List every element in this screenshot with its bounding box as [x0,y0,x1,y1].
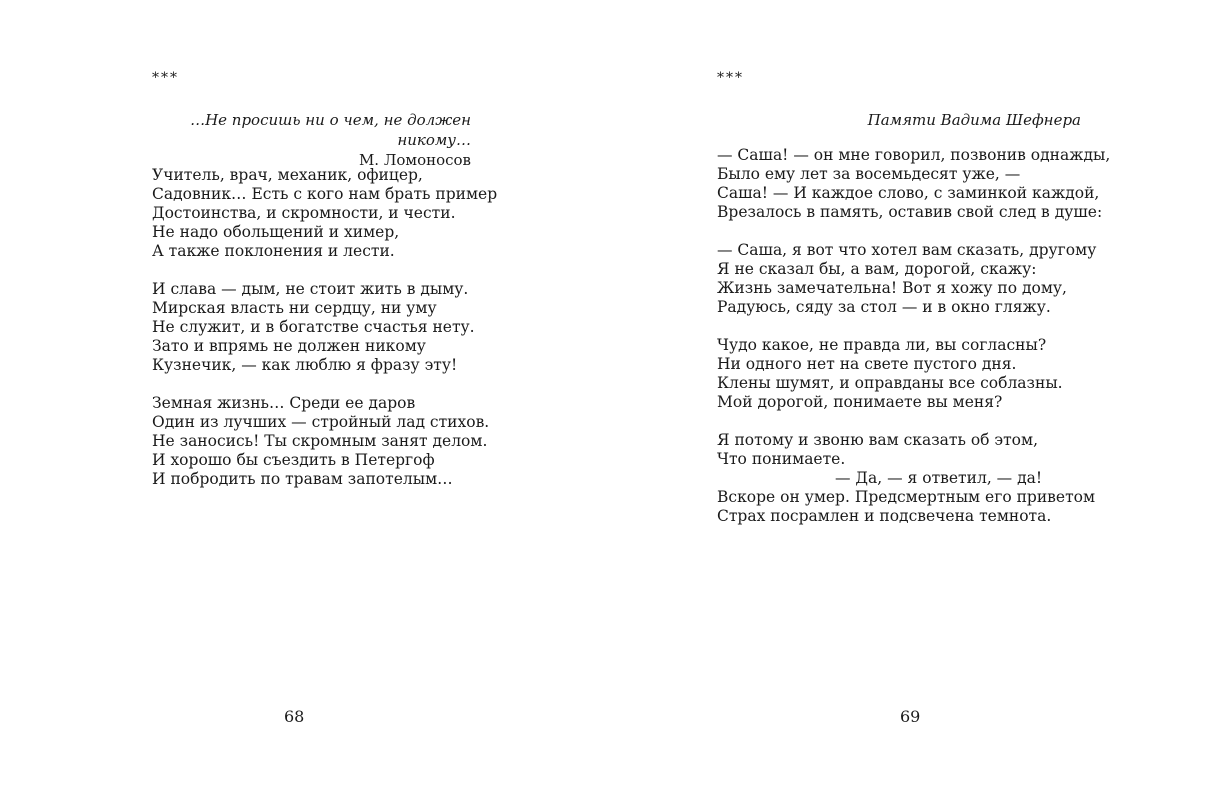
poem-line: Я потому и звоню вам сказать об этом, [717,431,1038,449]
poem-line: Радуюсь, сяду за стол — и в окно гляжу. [717,298,1051,316]
poem-line: Жизнь замечательна! Вот я хожу по дому, [717,279,1067,297]
poem-line: Не заносись! Ты скромным занят делом. [152,432,488,450]
stanza [717,431,1117,526]
stanza [152,166,512,261]
poem-line: Чудо какое, не правда ли, вы согласны? [717,336,1047,354]
epigraph-author: М. Ломоносов [358,151,471,169]
epigraph [140,110,471,170]
poem-line: Вскоре он умер. Предсмертным его приветом [717,488,1096,506]
poem-line: И хорошо бы съездить в Петергоф [152,451,435,469]
poem-line: Ни одного нет на свете пустого дня. [717,355,1017,373]
poem-line: Один из лучших — стройный лад стихов. [152,413,490,431]
poem-line: И слава — дым, не стоит жить в дыму. [152,280,469,298]
dedication: Памяти Вадима Шефнера [867,111,1081,129]
poem-line: Достоинства, и скромности, и чести. [152,204,456,222]
section-separator: *** [717,70,744,86]
stanza [717,336,1117,412]
poem-line: Учитель, врач, механик, офицер, [152,166,423,184]
poem-line: Клены шумят, и оправданы все соблазны. [717,374,1063,392]
poem-line: — Саша, я вот что хотел вам сказать, другому [717,241,1097,259]
epigraph-quote: …Не просишь ни о чем, не должен никому… [190,111,471,149]
stanza [152,394,512,489]
stanza [717,146,1117,222]
poem-line: Не служит, и в богатстве счастья нету. [152,318,475,336]
page-number: 68 [284,707,305,726]
poem-line: — Саша! — он мне говорил, позвонив однажды, [717,146,1111,164]
poem-line: Страх посрамлен и подсвечена темнота. [717,507,1052,525]
poem-line: Не надо обольщений и химер, [152,223,400,241]
poem-line: Зато и впрямь не должен никому [152,337,426,355]
poem-line: И побродить по травам запотелым… [152,470,453,488]
section-separator: *** [152,70,179,86]
poem-line: А также поклонения и лести. [152,242,395,260]
right-page [606,0,1212,800]
poem-line: Садовник… Есть с кого нам брать пример [152,185,498,203]
stanza [152,280,512,375]
poem-line: Земная жизнь… Среди ее даров [152,394,416,412]
poem-line: Было ему лет за восемьдесят уже, — [717,165,1021,183]
poem-line: Врезалось в память, оставив свой след в душе: [717,203,1103,221]
stanza [717,241,1117,317]
poem-body [717,146,1117,545]
poem-line: Саша! — И каждое слово, с заминкой каждой, [717,184,1100,202]
page-number: 69 [900,707,921,726]
poem-line: Мирская власть ни сердцу, ни уму [152,299,437,317]
poem-line: Кузнечик, — как люблю я фразу эту! [152,356,458,374]
poem-line: — Да, — я ответил, — да! [835,469,1043,487]
poem-line: Что понимаете. [717,450,846,468]
poem-line: Я не сказал бы, а вам, дорогой, скажу: [717,260,1037,278]
poem-line: Мой дорогой, понимаете вы меня? [717,393,1003,411]
poem-body [152,166,512,508]
